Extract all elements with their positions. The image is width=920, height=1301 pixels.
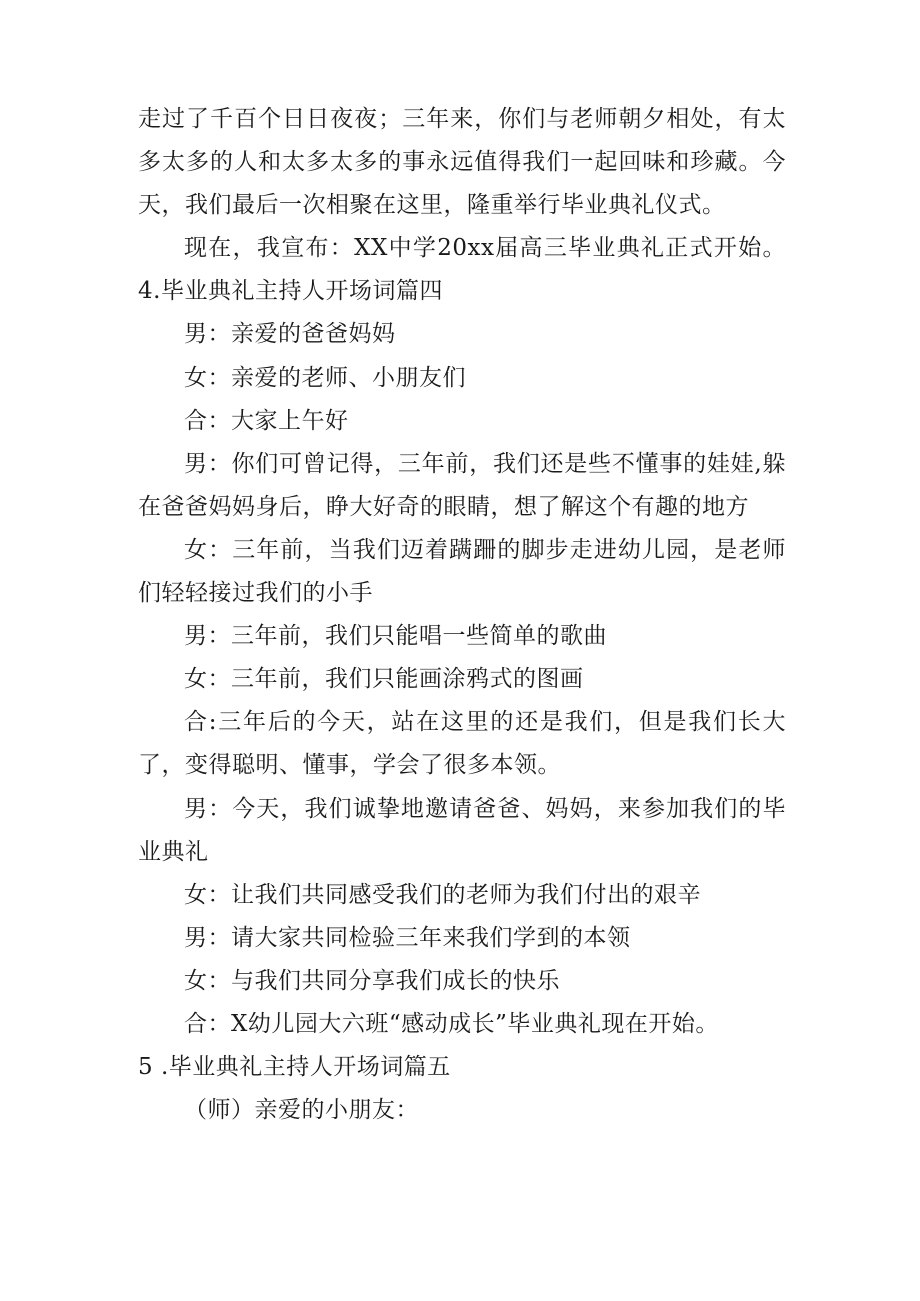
teacher-line: （师）亲爱的小朋友：	[184, 1097, 419, 1124]
dialogue-line: 女：亲爱的老师、小朋友们	[184, 364, 466, 391]
dialogue-line: 男：三年前，我们只能唱一些简单的歌曲	[184, 623, 607, 650]
paragraph-announcement: 现在，我宣布：XX中学20xx届高三毕业典礼正式开始。4.毕业典礼主持人开场词篇四	[138, 235, 786, 305]
dialogue-line: 女：三年前，当我们迈着蹒跚的脚步走进幼儿园，是老师们轻轻接过我们的小手	[138, 536, 786, 607]
dialogue-line: 男：亲爱的爸爸妈妈	[184, 321, 396, 348]
dialogue-line: 男：今天，我们诚挚地邀请爸爸、妈妈，来参加我们的毕业典礼	[138, 795, 786, 865]
dialogue-line: 女：让我们共同感受我们的老师为我们付出的艰辛	[184, 881, 701, 908]
section-heading: 5 .毕业典礼主持人开场词篇五	[138, 1054, 451, 1081]
dialogue-line: 合：X幼儿园大六班“感动成长”毕业典礼现在开始。	[184, 1010, 719, 1037]
dialogue-line: 男：请大家共同检验三年来我们学到的本领	[184, 924, 631, 951]
paragraph-opening: 走过了千百个日日夜夜；三年来，你们与老师朝夕相处，有太多太多的人和太多太多的事永远值得我们一起回味和珍藏。今天，我们最后一次相聚在这里，隆重举行毕业典礼仪式。	[138, 106, 786, 219]
dialogue-line: 合:三年后的今天，站在这里的还是我们，但是我们长大了，变得聪明、懂事，学会了很多本领。	[138, 709, 786, 779]
dialogue-line: 女：三年前，我们只能画涂鸦式的图画	[184, 666, 584, 693]
dialogue-line: 女：与我们共同分享我们成长的快乐	[184, 967, 560, 994]
dialogue-line: 男：你们可曾记得，三年前，我们还是些不懂事的娃娃,躲在爸爸妈妈身后，睁大好奇的眼睛，想了解这个有趣的地方	[138, 450, 786, 520]
dialogue-line: 合：大家上午好	[184, 407, 349, 434]
document-body	[138, 98, 786, 1132]
